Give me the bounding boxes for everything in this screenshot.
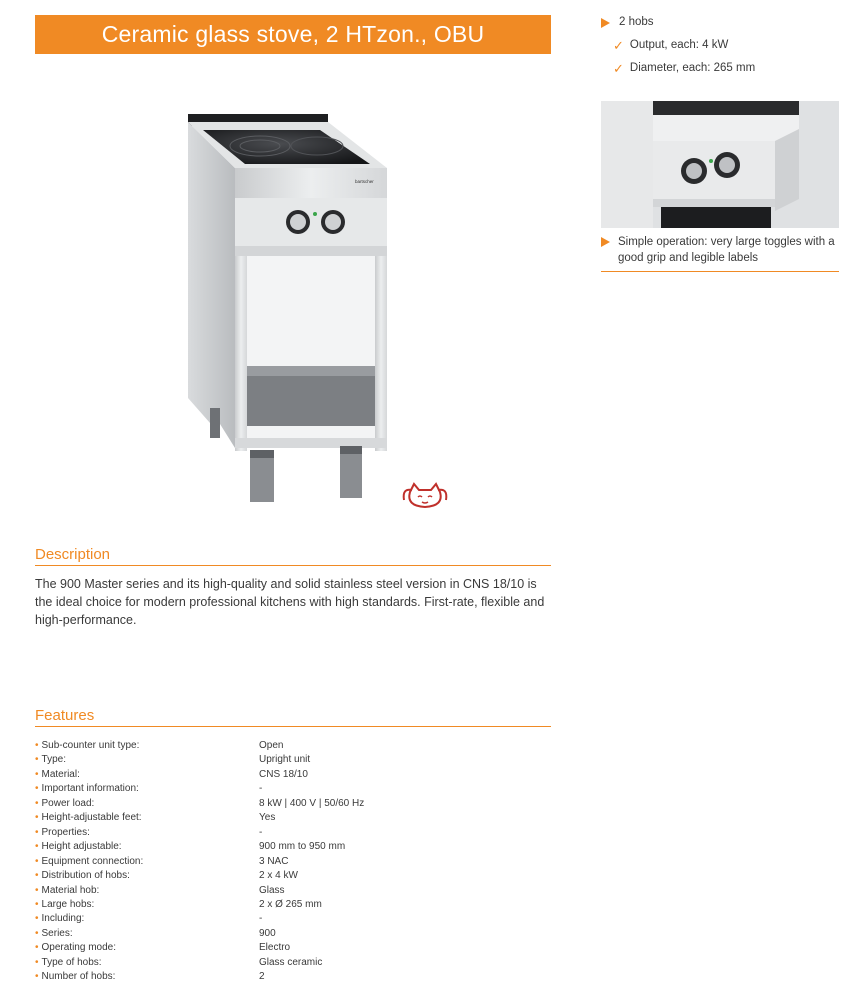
bullet-icon: • [35,841,39,853]
bullet-icon: • [35,826,39,838]
checkmark-icon: ✓ [613,38,624,53]
features-heading: Features [35,707,551,727]
feature-value: Glass ceramic [259,956,323,968]
bullet-icon: • [35,898,39,910]
bullet-icon: • [35,797,39,809]
operation-note-line1: Simple operation: very large toggles with a [601,234,839,250]
feature-label: • Material hob: [35,884,100,896]
feature-row [35,869,551,883]
feature-value: Glass [259,884,285,896]
bullet-icon: • [35,884,39,896]
feature-label: • Power load: [35,797,95,809]
feature-value: 2 x Ø 265 mm [259,898,322,910]
product-title-bar [35,15,551,54]
feature-row [35,753,551,767]
product-title: Ceramic glass stove, 2 HTzon., OBU [101,21,485,47]
bullet-icon: • [35,812,39,824]
feature-row [35,768,551,782]
feature-value: 2 x 4 kW [259,870,298,882]
feature-label: • Series: [35,927,73,939]
feature-label: • Properties: [35,826,90,838]
brand-label: bartscher [355,179,374,184]
feature-row [35,739,551,753]
bullet-icon: • [35,971,39,983]
arrow-icon [601,237,610,247]
product-image [185,108,395,508]
feature-row [35,898,551,912]
bullet-icon: • [35,740,39,751]
feature-label: • Number of hobs: [35,971,116,983]
feature-label: • Height-adjustable feet: [35,812,142,824]
feature-value: Yes [259,812,276,824]
feature-row [35,912,551,926]
bullet-icon: • [35,927,39,939]
operation-note [601,234,839,272]
feature-row [35,956,551,970]
feature-value: 8 kW | 400 V | 50/60 Hz [259,797,365,809]
feature-value: Electro [259,942,291,954]
description-heading: Description [35,546,551,566]
highlight-check: ✓ Diameter, each: 265 mm [601,57,841,80]
feature-label: • Equipment connection: [35,855,144,867]
brand-mascot-logo [398,480,452,512]
feature-value: CNS 18/10 [259,768,308,780]
arrow-icon [601,18,610,28]
checkmark-icon: ✓ [613,61,624,76]
bullet-icon: • [35,870,39,882]
highlight-check: ✓ Output, each: 4 kW [601,34,841,57]
bullet-icon: • [35,855,39,867]
feature-label: • Height adjustable: [35,841,122,853]
feature-row [35,941,551,955]
feature-row [35,826,551,840]
feature-value: 2 [259,971,265,983]
feature-row [35,840,551,854]
feature-value: - [259,783,263,795]
bullet-icon: • [35,913,39,925]
feature-row [35,782,551,796]
feature-value: - [259,913,263,925]
feature-row [35,970,551,984]
bullet-icon: • [35,768,39,780]
description-text: The 900 Master series and its high-quality and solid stainless steel version in CNS 18/10 is the ideal choice for modern professional kitchens with high standards. First-rate, flexible and high-performance. [35,577,545,627]
feature-label: • Important information: [35,783,139,795]
feature-label: • Large hobs: [35,898,95,910]
feature-label: • Type of hobs: [35,956,102,968]
feature-value: 3 NAC [259,855,289,867]
feature-row [35,797,551,811]
feature-label: • Operating mode: [35,942,117,954]
operation-note-line2: good grip and legible labels [618,252,759,264]
feature-label: • Distribution of hobs: [35,870,130,882]
feature-label: • Type: [35,754,66,766]
feature-row [35,811,551,825]
feature-value: Open [259,740,284,751]
feature-row [35,855,551,869]
feature-value: 900 mm to 950 mm [259,841,346,853]
highlight-main: 2 hobs [601,11,841,34]
feature-label: • Including: [35,913,85,925]
feature-value: Upright unit [259,754,311,766]
highlights-list [601,11,841,80]
bullet-icon: • [35,754,39,766]
feature-value: - [259,826,263,838]
features-list [35,739,551,985]
feature-row [35,884,551,898]
feature-label: • Sub-counter unit type: [35,740,140,751]
control-knobs-detail-image [601,101,839,228]
feature-label: • Material: [35,768,80,780]
bullet-icon: • [35,783,39,795]
feature-value: 900 [259,927,276,939]
bullet-icon: • [35,942,39,954]
bullet-icon: • [35,956,39,968]
feature-row [35,927,551,941]
